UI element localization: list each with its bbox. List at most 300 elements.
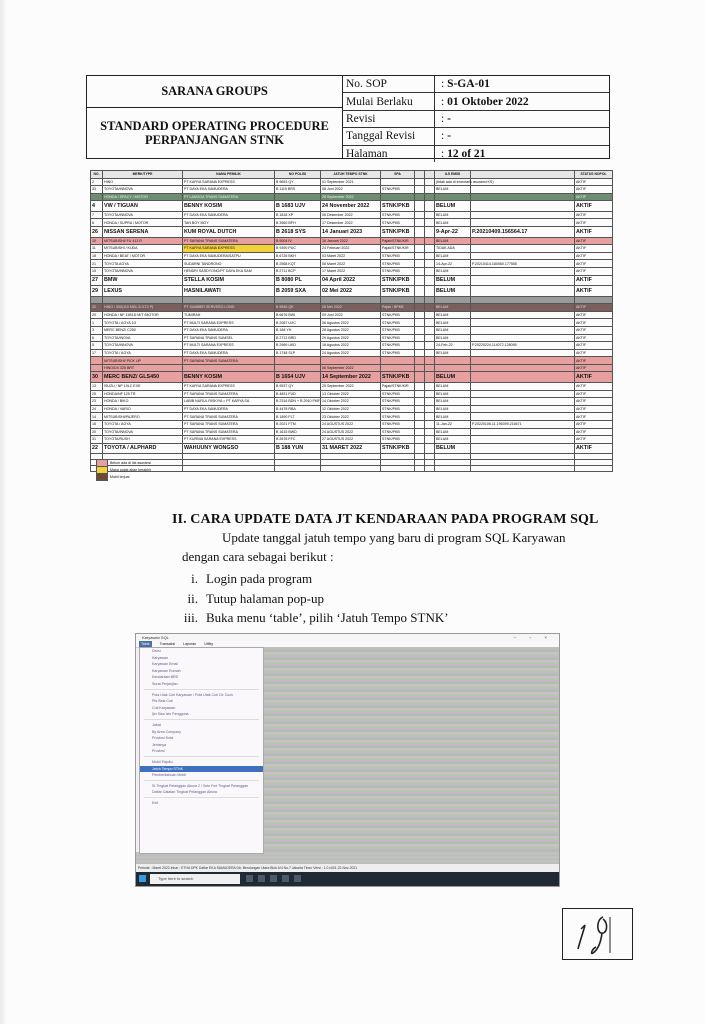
table-cell: HINO/DX 325 BRT	[103, 364, 183, 372]
table-cell: BELUM	[435, 252, 471, 260]
table-row	[91, 349, 613, 357]
table-cell	[275, 296, 321, 304]
window-controls: – ▫ ×	[513, 635, 553, 640]
menu-utility[interactable]: Utility	[204, 642, 214, 646]
table-cell: 06 Desember 2022	[321, 211, 381, 219]
column-header: UJI EMISI	[435, 171, 471, 179]
table-cell: AKTIF	[575, 326, 613, 334]
table-cell: BELUM	[435, 237, 471, 245]
menu-item[interactable]: Ijin Sisa Izin Pengguna	[152, 712, 189, 717]
table-cell: HONDA / VARIO	[103, 405, 183, 413]
windows-start-icon	[139, 875, 146, 882]
table-cell: PT SARANA TRANS SUMATERA	[183, 413, 275, 421]
menu-item[interactable]: SI Tingkat Pelanggan Aksna 2 / Sele Fee Tingkat Pelanggan	[152, 783, 249, 788]
meta-key: Tanggal Revisi	[342, 128, 435, 144]
table-cell: TOYOTA/INOVA	[103, 334, 183, 342]
table-cell: BENNY KOSIM	[183, 201, 275, 212]
table-cell: PT DAYA EKA SAMUDERA	[183, 186, 275, 194]
table-cell: STNK/PKB	[381, 398, 415, 406]
table-row	[91, 334, 613, 342]
header-meta-row	[342, 93, 609, 110]
table-row	[91, 296, 613, 304]
table-cell: B 1615 BWD	[275, 428, 321, 436]
table-cell	[425, 227, 435, 238]
table-cell: ISUZU / NP 19LC EXE	[103, 382, 183, 390]
table-cell: PT SARANA TRANS SUMATERA	[183, 237, 275, 245]
menu-item[interactable]: Karyawan Email	[152, 662, 178, 667]
table-cell	[321, 357, 381, 365]
table-cell	[415, 326, 425, 334]
table-cell: BELUM	[435, 436, 471, 444]
table-row	[91, 304, 613, 312]
table-cell: STNK/PKB	[381, 420, 415, 428]
meta-value	[435, 113, 451, 125]
document-title	[87, 108, 342, 158]
table-cell	[575, 466, 613, 472]
table-cell: TOYOTA/INNOVA	[103, 211, 183, 219]
table-cell: BELUM	[435, 186, 471, 194]
table-cell: PT MULTI SARANA EXPRESS	[183, 342, 275, 350]
table-cell	[415, 372, 425, 383]
table-cell	[471, 311, 575, 319]
column-header: NO POLISI	[275, 171, 321, 179]
table-cell: STNK/PKB	[381, 349, 415, 357]
table-cell: B 9537 QY	[275, 382, 321, 390]
meta-value-text: S-GA-01	[447, 78, 490, 91]
table-cell	[275, 193, 321, 201]
table-cell: 2	[91, 178, 103, 186]
table-cell: AKTIF	[575, 201, 613, 212]
table-cell: AKTIF	[575, 364, 613, 372]
table-cell: B 2059 SXA	[275, 286, 321, 297]
table-cell: AKTIF	[575, 372, 613, 383]
column-header	[471, 171, 575, 179]
table-cell	[415, 390, 425, 398]
table-cell: B 1818 XP	[275, 211, 321, 219]
window-title: Karyawan SQL	[142, 635, 169, 640]
table-cell: 28 September 2022	[321, 193, 381, 201]
table-cell: STNK/PKB	[381, 275, 415, 286]
menu-item[interactable]: Exit	[152, 800, 158, 805]
header-meta-row	[342, 128, 609, 145]
table-cell	[183, 296, 275, 304]
header-title-block	[87, 76, 343, 158]
table-cell	[471, 252, 575, 260]
table-cell: AKTIF	[575, 267, 613, 275]
table-cell	[321, 296, 381, 304]
table-cell: AKTIF	[575, 275, 613, 286]
table-cell	[471, 390, 575, 398]
table-cell	[471, 398, 575, 406]
table-cell: STNK/PKB	[381, 186, 415, 194]
table-cell	[415, 260, 425, 268]
table-cell	[425, 193, 435, 201]
menu-item[interactable]: Pola Utak Cuti Karyawan / Pola Utak Cuti Ctr Cuck	[152, 692, 233, 697]
table-cell: LABIB NURUL RISKIYA = PT KARYA SA	[183, 398, 275, 406]
table-cell: STNK/PKB	[381, 201, 415, 212]
table-cell: PT SUMBER SERVERO LONG	[183, 304, 275, 312]
menu-item[interactable]: Pemberitahuan Mobil	[152, 773, 186, 778]
table-cell	[425, 342, 435, 350]
header-meta-row	[342, 76, 609, 93]
table-cell: 06 September 2022	[321, 364, 381, 372]
table-cell	[415, 178, 425, 186]
table-cell: LEXUS	[103, 286, 183, 297]
table-cell: 28 Agustus 2022	[321, 326, 381, 334]
table-cell: HONDA / BEAT / MOTOR	[103, 252, 183, 260]
table-row	[91, 260, 613, 268]
table-cell: VW / TIGUAN	[103, 201, 183, 212]
table-cell	[415, 252, 425, 260]
table-cell: 27	[91, 275, 103, 286]
table-row	[91, 436, 613, 444]
table-cell: 23	[91, 398, 103, 406]
table-cell	[415, 342, 425, 350]
table-cell: Pajak/STNK/KIR	[381, 245, 415, 253]
table-cell: B 1748 SLP	[275, 349, 321, 357]
menu-item[interactable]: Karyawan	[152, 655, 168, 660]
menu-item[interactable]: By Area Company	[152, 729, 181, 734]
table-cell: STNK/PKB	[381, 443, 415, 454]
table-cell	[425, 252, 435, 260]
table-cell: MITSUBISHI/ PICK UP	[103, 357, 183, 365]
table-cell: B 9004 IV	[275, 237, 321, 245]
legend-label: Masa pajak akan berakhir	[110, 467, 152, 472]
table-cell: TAN BOY MOY	[183, 219, 275, 227]
table-cell: 24-Feb-22	[435, 342, 471, 350]
table-cell	[425, 201, 435, 212]
table-cell: BELUM	[435, 304, 471, 312]
step-number: iii.	[183, 610, 198, 625]
table-cell: AKTIF	[575, 186, 613, 194]
table-cell: 17 Maret 2022	[321, 267, 381, 275]
table-cell	[415, 237, 425, 245]
table-cell	[415, 413, 425, 421]
table-cell	[425, 372, 435, 383]
table-cell: B 2989 UKD	[275, 342, 321, 350]
table-cell: B 1654 UJV	[275, 372, 321, 383]
table-cell	[471, 267, 575, 275]
table-row	[91, 219, 613, 227]
table-cell: AKTIF	[575, 405, 613, 413]
table-cell: PT SARANA TRANS SUMATERA	[183, 357, 275, 365]
menu-laporan[interactable]: Laporan	[183, 642, 197, 646]
table-cell: PT DAYA EKA SAMUDERA	[183, 211, 275, 219]
menu-item[interactable]: Kendaraan BRD	[152, 675, 179, 680]
meta-key: No. SOP	[342, 76, 435, 92]
step-text: Tutup halaman pop-up	[206, 591, 324, 606]
app-icon	[294, 875, 301, 882]
table-row	[91, 193, 613, 201]
menu-item[interactable]: Mobil Pajoku	[152, 759, 173, 764]
table-cell	[471, 349, 575, 357]
table-cell: AKTIF	[575, 245, 613, 253]
table-cell: B 4831 FUD	[275, 390, 321, 398]
menu-separator	[144, 797, 259, 798]
table-cell: B 188 YH	[275, 326, 321, 334]
table-cell: STNK/PKB	[381, 286, 415, 297]
table-row	[91, 319, 613, 327]
menu-table[interactable]: Table	[141, 642, 150, 646]
table-cell: HONDA / SPACY / MOTOR	[103, 193, 183, 201]
table-cell: AKTIF	[575, 390, 613, 398]
table-cell: AKTIF	[575, 398, 613, 406]
table-cell	[425, 267, 435, 275]
table-cell	[425, 319, 435, 327]
table-cell	[425, 286, 435, 297]
column-header: NAMA PEMILIK	[183, 171, 275, 179]
table-cell: 22	[91, 443, 103, 454]
table-cell: BELUM	[435, 267, 471, 275]
meta-value	[435, 130, 451, 142]
table-cell: TOYOTA AGYA	[103, 260, 183, 268]
initials-box	[562, 908, 633, 960]
table-row	[91, 405, 613, 413]
table-cell: 31 MARET 2022	[321, 443, 381, 454]
table-cell: AKTIF	[575, 342, 613, 350]
scan-left-edge	[0, 0, 7, 1024]
table-legend	[96, 459, 151, 480]
table-cell: AKTIF	[575, 260, 613, 268]
table-cell	[471, 428, 575, 436]
legend-swatch	[96, 473, 108, 481]
table-cell	[425, 296, 435, 304]
table-cell	[425, 186, 435, 194]
table-cell	[471, 219, 575, 227]
table-cell: Pajak/STNK/KIR	[381, 382, 415, 390]
table-cell: STNK/PKB	[381, 334, 415, 342]
table-cell: WAHUUNY WONGSO	[183, 443, 275, 454]
table-cell: BELUM	[435, 349, 471, 357]
table-cell: (tidak ada di inventaris asuransi KS)	[436, 179, 494, 184]
table-cell: PT DAYA EKA SAMUDERA/SATPU	[183, 252, 275, 260]
table-row	[91, 178, 613, 186]
table-cell: AKTIF	[575, 443, 613, 454]
table-cell: 14 Oktober 2022	[321, 398, 381, 406]
table-cell: AKTIF	[575, 334, 613, 342]
table-cell: 29 Agustus 2022	[321, 334, 381, 342]
menu-transaksi[interactable]: Transaksi	[159, 642, 176, 646]
table-cell: TOYOTA / AGYA	[103, 420, 183, 428]
menu-item[interactable]: Pts Bela Cuti	[152, 699, 173, 704]
table-cell: BELUM	[435, 311, 471, 319]
table-cell	[471, 413, 575, 421]
table-cell	[415, 211, 425, 219]
window-titlebar	[136, 634, 559, 641]
table-cell: STNK/PKB	[381, 260, 415, 268]
table-cell: STNK/PKB	[381, 372, 415, 383]
table-cell: 02 Mei 2022	[321, 286, 381, 297]
table-cell	[425, 260, 435, 268]
table-cell	[415, 219, 425, 227]
table-cell	[91, 193, 103, 201]
table-cell	[415, 304, 425, 312]
table-cell: SUDARNI TANDRONO	[183, 260, 275, 268]
table-menu-dropdown	[139, 647, 264, 854]
table-row	[91, 201, 613, 212]
table-cell	[425, 398, 435, 406]
table-cell	[471, 319, 575, 327]
table-cell	[415, 334, 425, 342]
meta-key: Mulai Berlaku	[342, 93, 435, 109]
table-cell	[415, 275, 425, 286]
table-cell: AKTIF	[575, 286, 613, 297]
table-cell	[471, 245, 575, 253]
column-header: MERK/TYPE	[103, 171, 183, 179]
table-cell: 11	[91, 245, 103, 253]
section-paragraph-line2: dengan cara sebagai berikut :	[182, 549, 334, 564]
menu-item[interactable]: Cuti Karyawan	[152, 705, 176, 710]
meta-value	[435, 78, 490, 90]
table-cell	[425, 275, 435, 286]
table-cell: PT SARANA TRANS SUMSEL	[183, 334, 275, 342]
table-cell	[415, 349, 425, 357]
table-cell: BELUM	[435, 428, 471, 436]
table-cell	[425, 420, 435, 428]
menu-item[interactable]: Karyawan Rumah	[152, 668, 181, 673]
table-cell: KUM ROYAL DUTCH	[183, 227, 275, 238]
table-cell	[415, 443, 425, 454]
table-cell	[415, 436, 425, 444]
table-cell	[381, 364, 415, 372]
table-cell: PT KARYA SARANA EXPRESS	[183, 245, 275, 253]
table-cell	[425, 349, 435, 357]
table-cell: B 9548 QK	[275, 304, 321, 312]
menu-separator	[144, 719, 259, 720]
table-row	[91, 245, 613, 253]
status-bar: Periode : Maret 2022 Inbar : ETHA DPK Daftar EKA SAMUDERA Db: Bendungan Utara Blok A/4 No.7 Jakarta Timur Versi : 1.0 c001 22-Nov-2021	[136, 864, 559, 872]
table-row	[91, 372, 613, 383]
menu-item[interactable]: Provinsi	[152, 749, 165, 754]
table-cell: P.20210414.180060.177555	[471, 260, 575, 268]
table-cell	[381, 296, 415, 304]
table-cell	[275, 466, 321, 472]
table-row	[91, 275, 613, 286]
table-cell	[425, 405, 435, 413]
table-cell: 16	[91, 420, 103, 428]
vehicle-table	[90, 170, 613, 472]
menu-item[interactable]: Divisi	[152, 649, 161, 653]
app-icon	[270, 875, 277, 882]
meta-separator: :	[441, 130, 445, 143]
table-cell	[91, 357, 103, 365]
table-cell: B 6676 BWI	[275, 311, 321, 319]
column-header: STATUS NOPOL	[575, 171, 613, 179]
table-cell: B 2712 BRD	[275, 334, 321, 342]
table-cell: 14	[91, 413, 103, 421]
table-cell	[425, 428, 435, 436]
table-cell	[471, 357, 575, 365]
table-cell: PT SARANA TRANS SUMATERA	[183, 420, 275, 428]
table-cell	[415, 186, 425, 194]
table-cell: MITSUBISHI / KUDA	[103, 245, 183, 253]
table-cell	[471, 211, 575, 219]
table-cell	[471, 186, 575, 194]
table-header-row	[91, 171, 613, 179]
table-row	[91, 390, 613, 398]
table-cell: BELUM	[435, 275, 471, 286]
app-icon	[282, 875, 289, 882]
table-cell: B 9653 QY	[275, 178, 321, 186]
table-cell	[415, 286, 425, 297]
table-cell: STNK/PKB	[381, 267, 415, 275]
menu-item[interactable]: Provinsi Kota	[152, 736, 174, 741]
menu-item[interactable]: Jatuh Tempo STNK	[140, 766, 263, 773]
table-cell	[471, 275, 575, 286]
table-cell	[435, 466, 471, 472]
table-cell: AKTIF	[575, 252, 613, 260]
table-cell: BELUM	[435, 443, 471, 454]
table-cell	[471, 334, 575, 342]
table-cell: STNK/PKB	[381, 326, 415, 334]
table-cell: BELUM	[435, 219, 471, 227]
meta-separator: :	[441, 78, 445, 91]
table-cell: 08 Juni 2022	[321, 186, 381, 194]
table-cell: 13	[91, 382, 103, 390]
menu-item[interactable]: Surat Perjanjian	[152, 681, 178, 686]
table-cell: NISSAN SERENA	[103, 227, 183, 238]
empty-row	[91, 466, 613, 472]
table-cell: BENNY KOSIM	[183, 372, 275, 383]
table-cell: 24 AGUSTUS 2022	[321, 420, 381, 428]
table-cell: PT DAYA EKA SAMUDERA	[183, 349, 275, 357]
table-cell: 16 Agustus 2022	[321, 342, 381, 350]
table-cell	[471, 286, 575, 297]
table-cell	[415, 405, 425, 413]
table-cell	[425, 357, 435, 365]
table-cell: 14-Apr-22	[435, 260, 471, 268]
table-cell: AKTIF	[575, 349, 613, 357]
table-cell: PT LANGGA TRANS SUMATERA	[183, 193, 275, 201]
meta-separator: :	[441, 147, 445, 160]
table-row	[91, 382, 613, 390]
meta-value-text: 01 Oktober 2022	[447, 95, 529, 108]
table-cell: AKTIF	[575, 237, 613, 245]
table-cell: STNK/PKB	[381, 252, 415, 260]
table-cell: 17 Desember 2022	[321, 219, 381, 227]
table-cell	[183, 466, 275, 472]
table-cell	[471, 193, 575, 201]
document-title-line1: STANDARD OPERATING PROCEDURE	[100, 119, 329, 133]
menu-item[interactable]: Jabat	[152, 722, 161, 727]
table-cell: 1	[91, 319, 103, 327]
table-cell: STELLA KOSIM	[183, 275, 275, 286]
table-cell: AKTIF	[575, 436, 613, 444]
table-cell: PT KURNIA SARANA EXPRESS	[183, 436, 275, 444]
table-cell: BELUM	[435, 382, 471, 390]
table-cell: 20	[91, 311, 103, 319]
table-cell: TOYOTA/RUSH	[103, 436, 183, 444]
table-cell	[415, 466, 425, 472]
table-cell: PT MULTI SARANA EXPRESS	[183, 319, 275, 327]
table-cell: STNK/PKB	[381, 342, 415, 350]
table-cell	[425, 382, 435, 390]
table-cell: AKTIF	[575, 382, 613, 390]
table-row	[91, 357, 613, 365]
table-cell: 24	[91, 405, 103, 413]
table-cell: AKTIF	[575, 319, 613, 327]
table-cell: 24 Agustus 2022	[321, 349, 381, 357]
table-cell: 16 Januari 2022	[321, 237, 381, 245]
table-cell: HINO / 300(110 MDL-5 /LT2 P)	[103, 304, 183, 312]
table-cell: HASNILAWATI	[183, 286, 275, 297]
table-cell	[471, 443, 575, 454]
document-title-line2: PERPANJANGAN STNK	[144, 133, 284, 147]
table-cell	[471, 466, 575, 472]
legend-item	[96, 473, 151, 480]
menu-item[interactable]: Daftar Catatan Tingkat Pelanggan Aksna	[152, 790, 217, 795]
menu-item[interactable]: Jenisnya	[152, 742, 167, 747]
